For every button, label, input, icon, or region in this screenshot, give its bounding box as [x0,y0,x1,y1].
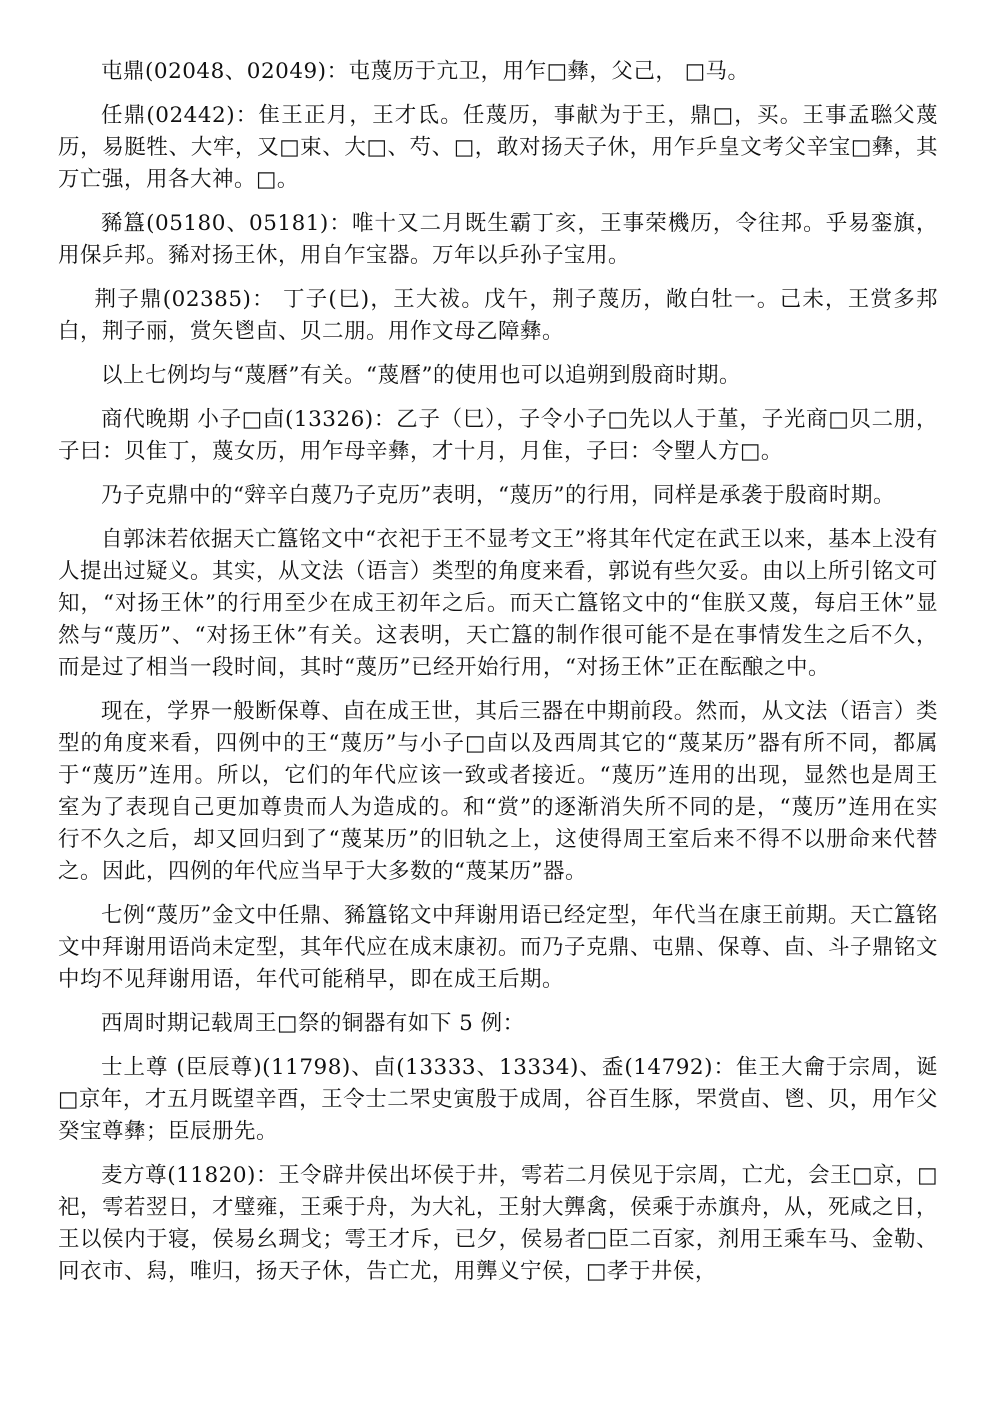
paragraph-seven-examples: 七例“蔑历”金文中任鼎、豨簋铭文中拜谢用语已经定型，年代当在康王前期。天亡簋铭文中拜谢用语尚未定型，其年代应在成末康初。而乃子克鼎、屯鼎、保尊、卣、斗子鼎铭文中均不见拜谢用语，年代可能稍早，即在成王后期。 [58,903,939,992]
paragraph-shang-xiaozi-you: 商代晚期 小子□卣(13326)：乙子（巳），子令小子□先以人于堇，子光商□贝二朋，子曰：贝隹丁，蔑女历，用乍母辛彝，才十月，月隹，子曰：令朢人方□。 [58,407,938,464]
paragraph-guo-moruo: 自郭沫若依据天亡簋铭文中“衣祀于王不显考文王”将其年代定在武王以来，基本上没有人提出过疑义。其实，从文法（语言）类型的角度来看，郭说有些欠妥。由以上所引铭文可知，“对扬王休”的行用至少在成王初年之后。而天亡簋铭文中的“隹朕又蔑，每启王休”显然与“蔑历”、“对扬王休”有关。这表明，天亡簋的制作很可能不是在事情发生之后不久，而是过了相当一段时间，其时“蔑历”已经开始行用，“对扬王休”正在酝酿之中。 [58,527,939,680]
paragraph-xi-gui: 豨簋(05180、05181)：唯十又二月既生霸丁亥，王事荣機历，令往邦。乎易銮旗，用保乒邦。豨对扬王休，用自乍宝器。万年以乒孙子宝用。 [58,211,938,268]
document-page [58,56,938,1300]
paragraph-tun-ding: 屯鼎(02048、02049)：屯蔑历于亢卫，用乍□彝，父己， □马。 [101,59,750,84]
paragraph-jingzi-ding: 荆子鼎(02385)： 丁子(巳)，王大祓。戊午，荆子蔑历，敞白牡一。己未，王赏多邦白，荆子丽，赏矢鬯卣、贝二朋。用作文母乙障彝。 [58,287,938,344]
paragraph-naizi-ke-ding: 乃子克鼎中的“辤辛白蔑乃子克历”表明，“蔑历”的行用，同样是承袭于殷商时期。 [101,483,895,508]
paragraph-summary-seven: 以上七例均与“蔑曆”有关。“蔑曆”的使用也可以追朔到殷商时期。 [101,363,741,388]
paragraph-mai-fang-zun: 麦方尊(11820)：王令辟井侯出坏侯于井，雩若二月侯见于宗周，亡尤，会王□京，□祀，雩若翌日，才璧雍，王乘于舟，为大礼，王射大龏禽，侯乘于赤旗舟，从，死咸之日，王以侯内于寝，侯易幺琱戈；雩王才斥，已夕，侯易者□臣二百家，剂用王乘车马、金勒、冋衣市、舄，唯归，扬天子休，告亡尤，用龏义宁侯，□孝于井侯， [58,1163,939,1284]
paragraph-western-zhou-intro: 西周时期记载周王□祭的铜器有如下 5 例： [101,1011,525,1036]
paragraph-ren-ding: 任鼎(02442)：隹王正月，王才氐。任蔑历，事献为于王，鼎□，买。王事孟聮父蔑历，易脡牲、大牢，又□束、大□、芍、□，敢对扬天子休，用乍乒皇文考父辛宝□彝，其万亡强，用各大神。□。 [58,103,938,192]
paragraph-shishang-zun: 士上尊 (臣辰尊)(11798)、卣(13333、13334)、盉(14792)：隹王大龠于宗周，诞□京年，才五月既望辛酉，王令士二罘史寅殷于成周，谷百生豚，罘赏卣、鬯、贝，用乍父癸宝尊彝；臣辰册先。 [58,1055,938,1144]
paragraph-current-view: 现在，学界一般断保尊、卣在成王世，其后三器在中期前段。然而，从文法（语言）类型的角度来看，四例中的王“蔑历”与小子□卣以及西周其它的“蔑某历”器有所不同，都属于“蔑历”连用。所以，它们的年代应该一致或者接近。“蔑历”连用的出现，显然也是周王室为了表现自己更加尊贵而人为造成的。和“赏”的逐渐消失所不同的是，“蔑历”连用在实行不久之后，却又回归到了“蔑某历”的旧轨之上，这使得周王室后来不得不以册命来代替之。因此，四例的年代应当早于大多数的“蔑某历”器。 [58,699,938,884]
